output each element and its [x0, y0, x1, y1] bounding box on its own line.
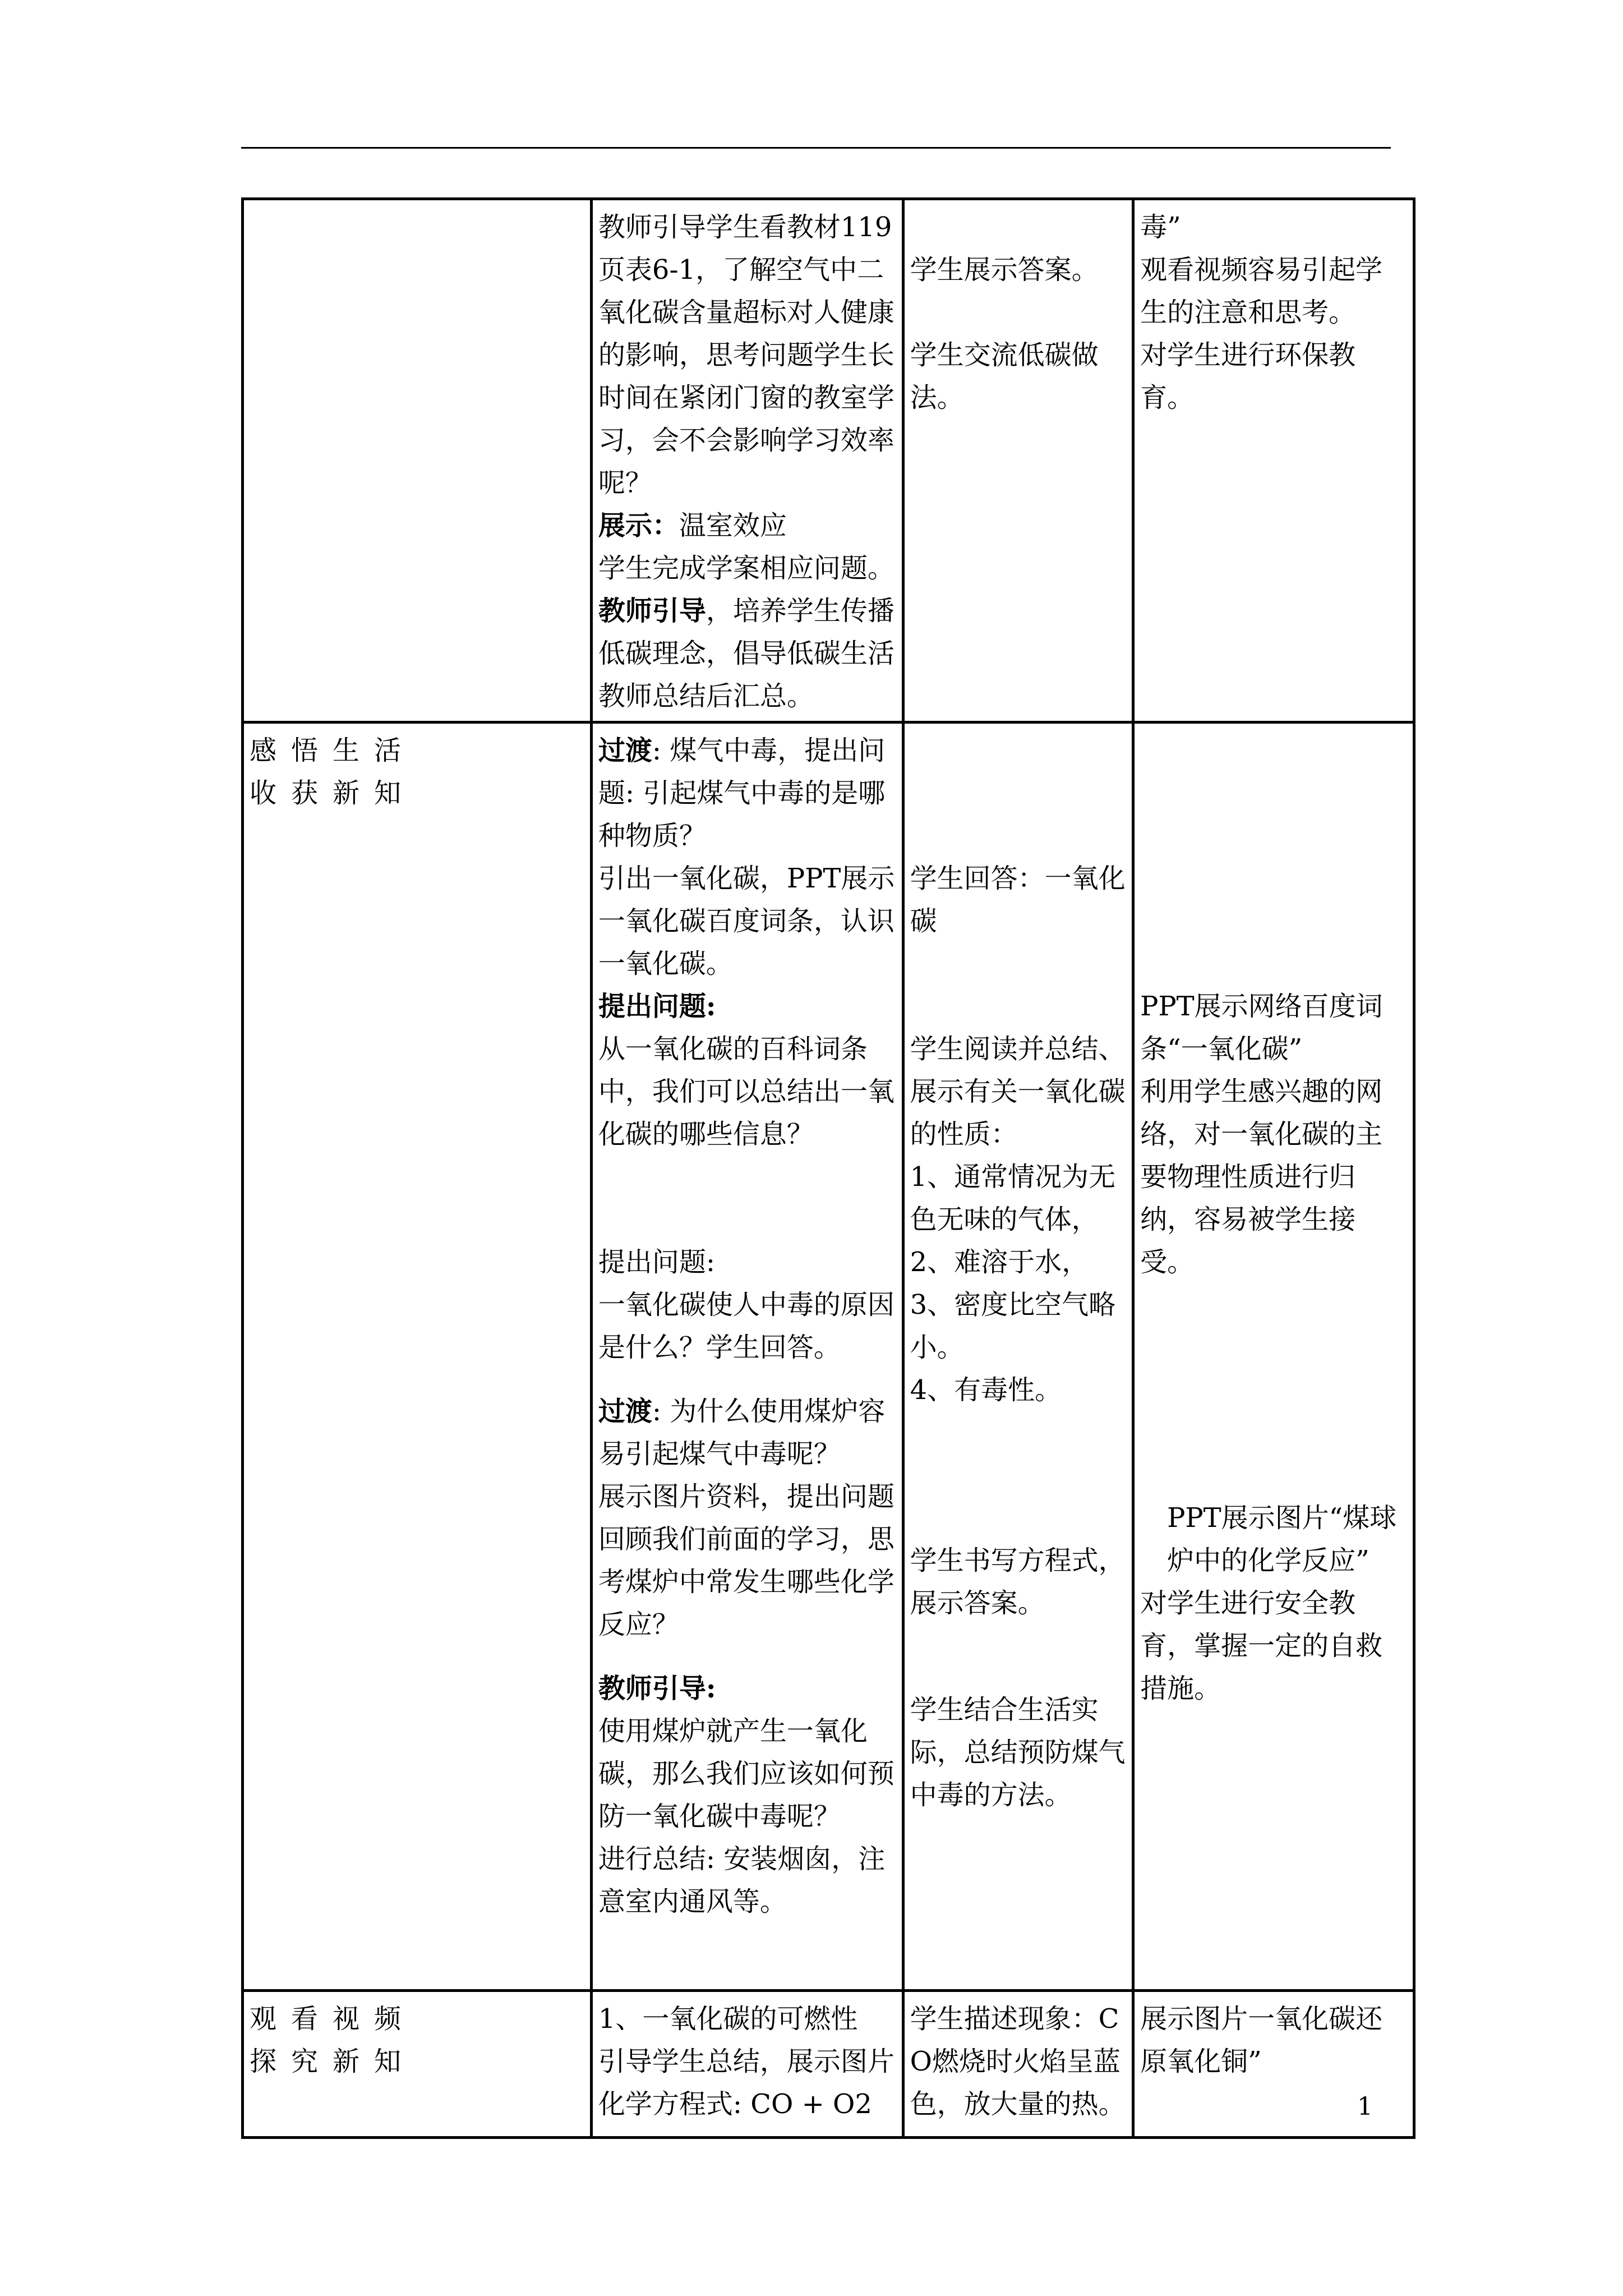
text-line: 一氧化碳使人中毒的原因是什么？学生回答。	[598, 1289, 895, 1363]
text-line: 毒”	[1140, 211, 1181, 243]
stage-label: 观看视频	[250, 2003, 416, 2035]
student-activity-cell	[903, 199, 1133, 723]
text-line: 学生结合生活实际，总结预防煤气中毒的方法。	[910, 1694, 1126, 1811]
stage-label: 探究新知	[250, 2046, 416, 2077]
text-line: 从一氧化碳的百科词条中，我们可以总结出一氧化碳的哪些信息？	[598, 1033, 895, 1150]
text-line: 2、难溶于水，	[910, 1246, 1089, 1278]
text-line: 学生回答：一氧化碳	[910, 863, 1126, 937]
stage-label: 收获新知	[250, 777, 416, 809]
text-line: 展示图片一氧化碳还原氧化铜”	[1140, 2003, 1383, 2077]
design-intent-cell	[1133, 199, 1414, 723]
text-line: 3、密度比空气略小。	[910, 1289, 1116, 1363]
text-line: 利用学生感兴趣的网络，对一氧化碳的主要物理性质进行归纳，容易被学生接受。	[1140, 1076, 1383, 1278]
stage-label: 感悟生活	[250, 735, 416, 766]
text-line: 引出一氧化碳，PPT展示一氧化碳百度词条，认识一氧化碳。	[598, 863, 895, 979]
text-line: 1、通常情况为无色无味的气体，	[910, 1161, 1116, 1235]
text-line: 进行总结: 安装烟囱，注意室内通风等。	[598, 1843, 886, 1917]
text-line: 展示图片资料，提出问题回顾我们前面的学习，思考煤炉中常发生哪些化学反应？	[598, 1481, 895, 1640]
text-line: 对学生进行环保教育。	[1140, 339, 1356, 413]
text-line: 提出问题:	[598, 1246, 715, 1278]
teacher-activity-cell	[591, 1991, 903, 2138]
text-line: PPT展示网络百度词条“一氧化碳”	[1140, 991, 1383, 1065]
student-activity-cell	[903, 1991, 1133, 2138]
table-row	[243, 1991, 1414, 2138]
text-line: 学生阅读并总结、展示有关一氧化碳的性质：	[910, 1033, 1126, 1150]
table-row	[243, 723, 1414, 1991]
text-line: 学生描述现象：CO燃烧时火焰呈蓝色，放大量的热。	[910, 2003, 1126, 2120]
text-line: 对学生进行安全教育，掌握一定的自救措施。	[1140, 1588, 1383, 1704]
text-line: 提出问题:	[598, 991, 716, 1022]
text-line: 展示：温室效应	[598, 510, 787, 541]
text-line: 教师引导学生看教材119页表6-1，了解空气中二氧化碳含量超标对人健康的影响，思考问题学生长时间在紧闭门窗的教室学习，会不会影响学习效率呢？	[598, 211, 895, 499]
table-row	[243, 199, 1414, 723]
text-line: 1、一氧化碳的可燃性	[598, 2003, 858, 2035]
stage-cell	[243, 1991, 592, 2138]
student-activity-cell	[903, 723, 1133, 1991]
text-line: 引导学生总结，展示图片化学方程式: CO + O2	[598, 2046, 895, 2120]
text-line: 观看视频容易引起学生的注意和思考。	[1140, 254, 1383, 328]
text-line: 使用煤炉就产生一氧化碳，那么我们应该如何预防一氧化碳中毒呢？	[598, 1715, 895, 1832]
text-line: 教师引导，培养学生传播低碳理念，倡导低碳生活教师总结后汇总。	[598, 595, 895, 712]
text-line: PPT展示图片“煤球炉中的化学反应”	[1167, 1502, 1397, 1576]
page-number: 1	[1357, 2092, 1373, 2121]
teacher-activity-cell	[591, 199, 903, 723]
teacher-activity-cell	[591, 723, 903, 1991]
header-rule	[241, 147, 1391, 149]
text-line: 教师引导:	[598, 1673, 716, 1704]
text-line: 学生展示答案。	[910, 254, 1099, 286]
stage-cell	[243, 723, 592, 1991]
text-line: 过渡: 煤气中毒，提出问题: 引起煤气中毒的是哪种物质？	[598, 735, 886, 852]
text-line: 学生书写方程式，展示答案。	[910, 1545, 1126, 1619]
stage-cell	[243, 199, 592, 723]
text-line: 学生完成学案相应问题。	[598, 553, 895, 584]
design-intent-cell	[1133, 723, 1414, 1991]
text-line: 4、有毒性。	[910, 1374, 1062, 1406]
text-line: 学生交流低碳做法。	[910, 339, 1099, 413]
text-line: 过渡: 为什么使用煤炉容易引起煤气中毒呢？	[598, 1396, 886, 1470]
lesson-plan-table	[241, 197, 1415, 2139]
